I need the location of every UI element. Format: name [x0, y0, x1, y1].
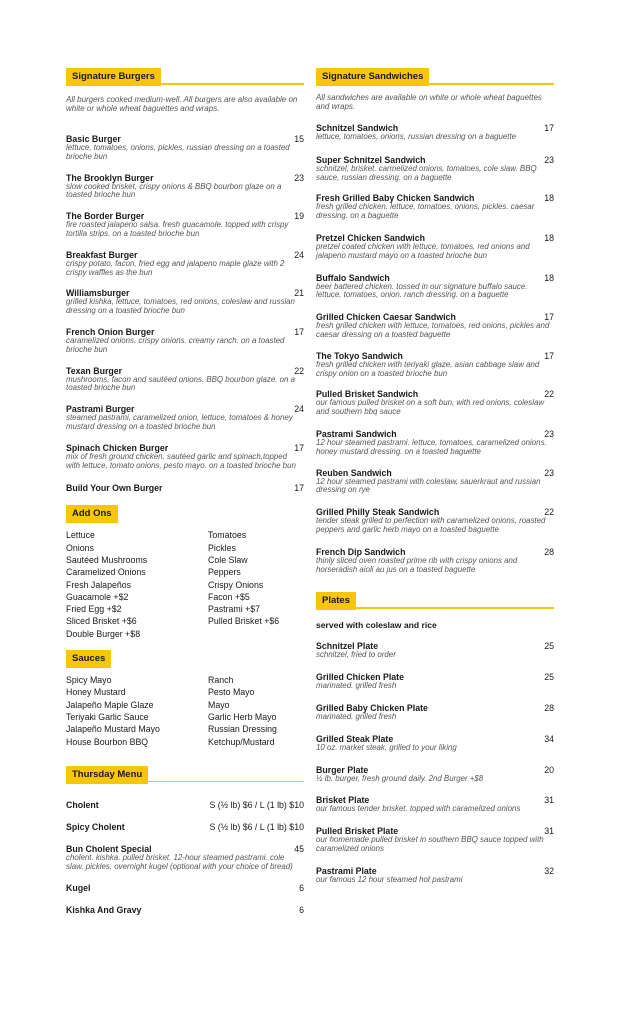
menu-item [316, 795, 554, 814]
menu-item [66, 800, 304, 810]
menu-item [66, 905, 304, 915]
option-item: Pesto Mayo [208, 687, 255, 698]
option-item: Fried Egg +$2 [66, 604, 122, 615]
item-price: 22 [294, 365, 304, 376]
item-name: Spicy Cholent [66, 821, 125, 832]
item-name: Grilled Steak Plate [316, 733, 394, 744]
section-header-sauces [66, 648, 304, 668]
item-name: Williamsburger [66, 288, 130, 299]
item-price: 24 [294, 404, 304, 415]
item-price: 45 [294, 843, 304, 854]
item-price: 23 [544, 154, 554, 165]
item-price: 22 [544, 389, 554, 400]
item-price: 23 [544, 428, 554, 439]
item-description: fire roasted jalapeno salsa. fresh guacamole. topped with crispy tortilla strips. on a toasted brioche bun [66, 220, 289, 238]
option-item: Honey Mustard [66, 687, 126, 698]
item-price: 17 [544, 312, 554, 323]
option-item: Russian Dressing [208, 724, 277, 735]
menu-item [66, 288, 304, 316]
menu-item [316, 312, 554, 340]
item-description: our famous tender brisket. topped with caramelized onions [316, 804, 521, 814]
item-description: tender steak grilled to perfection with caramelized onions, roasted peppers and garlic herb mayo on a toasted baguette [316, 516, 546, 534]
item-price: 18 [544, 232, 554, 243]
option-item: Guacamole +$2 [66, 591, 129, 602]
item-price: 34 [544, 733, 554, 744]
item-description: marinated. grilled fresh [316, 711, 397, 721]
item-description: our famous pulled brisket on a soft bun, with red onions, coleslaw and southern bbq sauce [316, 398, 545, 417]
item-name: Reuben Sandwich [316, 467, 392, 478]
item-price: 23 [544, 467, 554, 478]
item-price: 21 [294, 288, 304, 299]
item-name: Breakfast Burger [66, 249, 138, 260]
item-name: Spinach Chicken Burger [66, 442, 169, 453]
item-price: 28 [544, 702, 554, 713]
menu-item [66, 366, 304, 394]
item-description: 10 oz. market steak, grilled to your liking [316, 742, 457, 752]
item-price: 24 [294, 249, 304, 260]
item-price: S (½ lb) $6 / L (1 lb) $10 [209, 799, 304, 810]
option-item: Teriyaki Garlic Sauce [66, 711, 149, 722]
item-name: The Brooklyn Burger [66, 172, 154, 183]
section-title: Signature Burgers [66, 68, 161, 86]
thursday-list [66, 800, 304, 916]
item-name: Pulled Brisket Plate [316, 826, 399, 837]
item-price: 28 [544, 546, 554, 557]
item-name: Burger Plate [316, 764, 369, 775]
section-intro: All burgers cooked medium-well. All burgers are also available on white or whole wheat baguettes and wraps. [66, 95, 298, 113]
item-name: Grilled Philly Steak Sandwich [316, 507, 440, 518]
item-price: 15 [294, 134, 304, 144]
item-price: 6 [299, 905, 304, 916]
menu-item [316, 468, 554, 496]
item-name: Pretzel Chicken Sandwich [316, 232, 426, 243]
menu-item [66, 211, 304, 239]
item-price: 17 [294, 326, 304, 337]
menu-item [316, 734, 554, 753]
section-title: Thursday Menu [66, 766, 148, 784]
item-name: Brisket Plate [316, 795, 370, 806]
item-name: Pastrami Plate [316, 865, 377, 876]
option-item: Ranch [208, 675, 234, 686]
option-item: Caramelized Onions [66, 567, 146, 578]
item-description: marinated. grilled fresh [316, 681, 397, 691]
item-name: The Border Burger [66, 211, 145, 222]
option-item: Sautéed Mushrooms [66, 554, 148, 565]
item-name: Schnitzel Plate [316, 641, 379, 652]
item-name: Texan Burger [66, 365, 123, 376]
section-header-signature-burgers [66, 66, 304, 86]
menu-item [66, 134, 304, 162]
menu-item [316, 155, 554, 183]
menu-item [316, 866, 554, 885]
item-price: 31 [544, 795, 554, 806]
item-price: 25 [544, 641, 554, 652]
menu-item [316, 389, 554, 417]
right-column [316, 66, 554, 885]
item-name: Bun Cholent Special [66, 843, 152, 854]
option-item: Tomatoes [208, 530, 247, 541]
item-price: 19 [294, 211, 304, 222]
option-item: Double Burger +$8 [66, 628, 141, 639]
option-item: Spicy Mayo [66, 675, 112, 686]
item-name: Kugel [66, 883, 91, 894]
item-price: 18 [544, 272, 554, 283]
option-item [208, 628, 304, 640]
item-description: our famous 12 hour steamed hot pastrami [316, 874, 463, 884]
item-name: Pastrami Sandwich [316, 428, 397, 439]
section-header-signature-sandwiches [316, 66, 554, 86]
item-name: Pulled Brisket Sandwich [316, 389, 419, 400]
option-item: Mayo [208, 699, 230, 710]
item-price: 23 [294, 172, 304, 183]
item-price: 17 [544, 350, 554, 361]
menu-item [66, 404, 304, 432]
option-item: Facon +$5 [208, 591, 250, 602]
option-item: Lettuce [66, 530, 95, 541]
item-name: Grilled Baby Chicken Plate [316, 702, 428, 713]
menu-item [316, 826, 554, 854]
plates-list [316, 641, 554, 884]
section-intro: All sandwiches are available on white or whole wheat baguettes and wraps. [316, 93, 542, 111]
option-item: Fresh Jalapeños [66, 579, 132, 590]
section-title: Signature Sandwiches [316, 68, 429, 86]
option-item: Crispy Onions [208, 579, 264, 590]
menu-item [66, 483, 304, 493]
item-description: fresh grilled chicken. lettuce, tomatoes, onions, pickles. caesar dressing. on a baguette [316, 202, 535, 221]
menu-item [66, 443, 304, 471]
section-title: Add Ons [66, 505, 118, 523]
item-name: Basic Burger [66, 134, 121, 144]
section-header-plates [316, 590, 554, 610]
option-item: Cole Slaw [208, 554, 248, 565]
item-description: lettuce, tomatoes, onions, pickles, russian dressing on a toasted brioche bun [66, 143, 290, 161]
item-description: schnitzel, brisket. carmelized onions, tomatoes, cole slaw. BBQ sauce, russian dressing. on a baguette [316, 163, 537, 182]
item-name: Buffalo Sandwich [316, 272, 390, 283]
item-description: crispy potato, facon, fried egg and jalapeno maple glaze with 2 crispy waffles as the bun [66, 258, 285, 277]
item-price: 17 [294, 442, 304, 453]
option-item: House Bourbon BBQ [66, 736, 149, 747]
item-description: cholent. kishka. pulled brisket. 12-hour steamed pastrami. cole slaw. pickles. overnight kugel (optional with your choice of bread) [66, 852, 293, 871]
menu-item [66, 822, 304, 832]
item-price: 17 [294, 483, 304, 494]
menu-item [66, 844, 304, 872]
item-description: mix of fresh ground chicken, sautéed garlic and spinach,topped with lettuce, tomato onions, pesto mayo. on a toasted brioche bun [66, 451, 296, 470]
menu-item [316, 765, 554, 784]
option-item: Sliced Brisket +$6 [66, 616, 137, 627]
item-name: Fresh Grilled Baby Chicken Sandwich [316, 193, 475, 204]
item-description: steamed pastrami, caramelized onion, lettuce, tomatoes & honey mustard dressing on a toasted brioche bun [66, 413, 293, 431]
item-price: 17 [544, 123, 554, 133]
item-price: 6 [299, 883, 304, 894]
section-title: Plates [316, 592, 356, 610]
section-header-add-ons [66, 503, 304, 523]
item-name: Grilled Chicken Plate [316, 672, 404, 683]
burgers-list [66, 134, 304, 493]
section-header-thursday-menu [66, 764, 304, 784]
menu-item [316, 193, 554, 221]
section-title: Sauces [66, 650, 111, 668]
item-description: 12 hour steamed pastrami. lettuce, tomatoes, caramelized onions. honey mustard dressing. on a toasted baguette [316, 437, 547, 456]
item-description: slow cooked brisket, crispy onions & BBQ bourbon glaze on a toasted brioche bun [66, 181, 282, 200]
item-description: grilled kishka, lettuce, tomatoes, red onions, coleslaw and russian dressing on a toasted brioche bun [66, 297, 295, 316]
option-item: Pickles [208, 542, 236, 553]
item-name: Schnitzel Sandwich [316, 123, 399, 133]
option-item: Jalapeño Maple Glaze [66, 699, 154, 710]
item-name: French Onion Burger [66, 326, 155, 337]
item-name: Grilled Chicken Caesar Sandwich [316, 312, 456, 323]
item-price: 22 [544, 507, 554, 518]
menu-item [316, 641, 554, 660]
option-item: Peppers [208, 567, 241, 578]
item-price: S (½ lb) $6 / L (1 lb) $10 [209, 821, 304, 832]
item-description: mushrooms, facon and sautéed onions. BBQ bourbon glaze. on a toasted brioche bun [66, 374, 295, 393]
item-name: Cholent [66, 799, 99, 810]
menu-item [316, 429, 554, 457]
menu-item [316, 351, 554, 379]
menu-item [316, 273, 554, 301]
option-item: Jalapeño Mustard Mayo [66, 724, 160, 735]
item-name: Build Your Own Burger [66, 483, 163, 494]
menu-item [66, 250, 304, 278]
option-item: Pastrami +$7 [208, 604, 261, 615]
option-item: Pulled Brisket +$6 [208, 616, 280, 627]
menu-item [316, 703, 554, 722]
option-item: Garlic Herb Mayo [208, 711, 277, 722]
menu-item [316, 123, 554, 142]
item-price: 31 [544, 826, 554, 837]
add-ons-grid [66, 529, 304, 640]
menu-item [316, 547, 554, 575]
item-price: 18 [544, 193, 554, 204]
item-price: 20 [544, 764, 554, 775]
item-name: Super Schnitzel Sandwich [316, 154, 426, 165]
item-description: 12 hour steamed pastrami with coleslaw, sauerkraut and russian dressing on rye [316, 476, 541, 495]
item-description: thinly sliced oven roasted prime rib with crispy onions and horseradish aioli au jus on a toasted baguette [316, 555, 518, 574]
menu-item [316, 233, 554, 261]
item-price: 32 [544, 865, 554, 876]
sandwiches-list [316, 123, 554, 574]
menu-item [316, 672, 554, 691]
sauces-grid [66, 674, 304, 748]
menu-item [316, 507, 554, 535]
left-column [66, 66, 304, 915]
menu-item [66, 173, 304, 201]
item-name: Pastrami Burger [66, 404, 135, 415]
item-price: 25 [544, 672, 554, 683]
item-description: fresh grilled chicken with lettuce, tomatoes, red onions, pickles and caesar dressing on a toasted baguette [316, 321, 550, 339]
item-description: ½ lb. burger, fresh ground daily. 2nd Burger +$8 [316, 773, 484, 783]
item-name: Kishka And Gravy [66, 905, 142, 916]
item-description: schnitzel, fried to order [316, 650, 396, 660]
section-intro: served with coleslaw and rice [316, 620, 437, 631]
item-name: French Dip Sandwich [316, 546, 406, 557]
item-description: lettuce, tomatoes, onions, russian dressing on a baguette [316, 132, 517, 141]
option-item: Ketchup/Mustard [208, 736, 275, 747]
item-description: fresh grilled chicken with teriyaki glaze, asian cabbage slaw and crispy onion on a toasted brioche bun [316, 359, 540, 378]
item-description: caramelized onions. crispy onions. creamy ranch. on a toasted brioche bun [66, 335, 285, 354]
item-description: beer battered chicken. tossed in our signature buffalo sauce. lettuce, tomatoes, onion. ranch dressing. on a baguette [316, 281, 528, 300]
item-description: pretzel coated chicken with lettuce, tomatoes, red onions and jalapeno mustard mayo on a toasted brioche bun [316, 241, 530, 260]
menu-item [66, 883, 304, 893]
menu-item [66, 327, 304, 355]
item-name: The Tokyo Sandwich [316, 350, 403, 361]
item-description: our homemade pulled brisket in southern BBQ sauce topped with caramelized onions [316, 835, 544, 853]
option-item: Onions [66, 542, 94, 553]
